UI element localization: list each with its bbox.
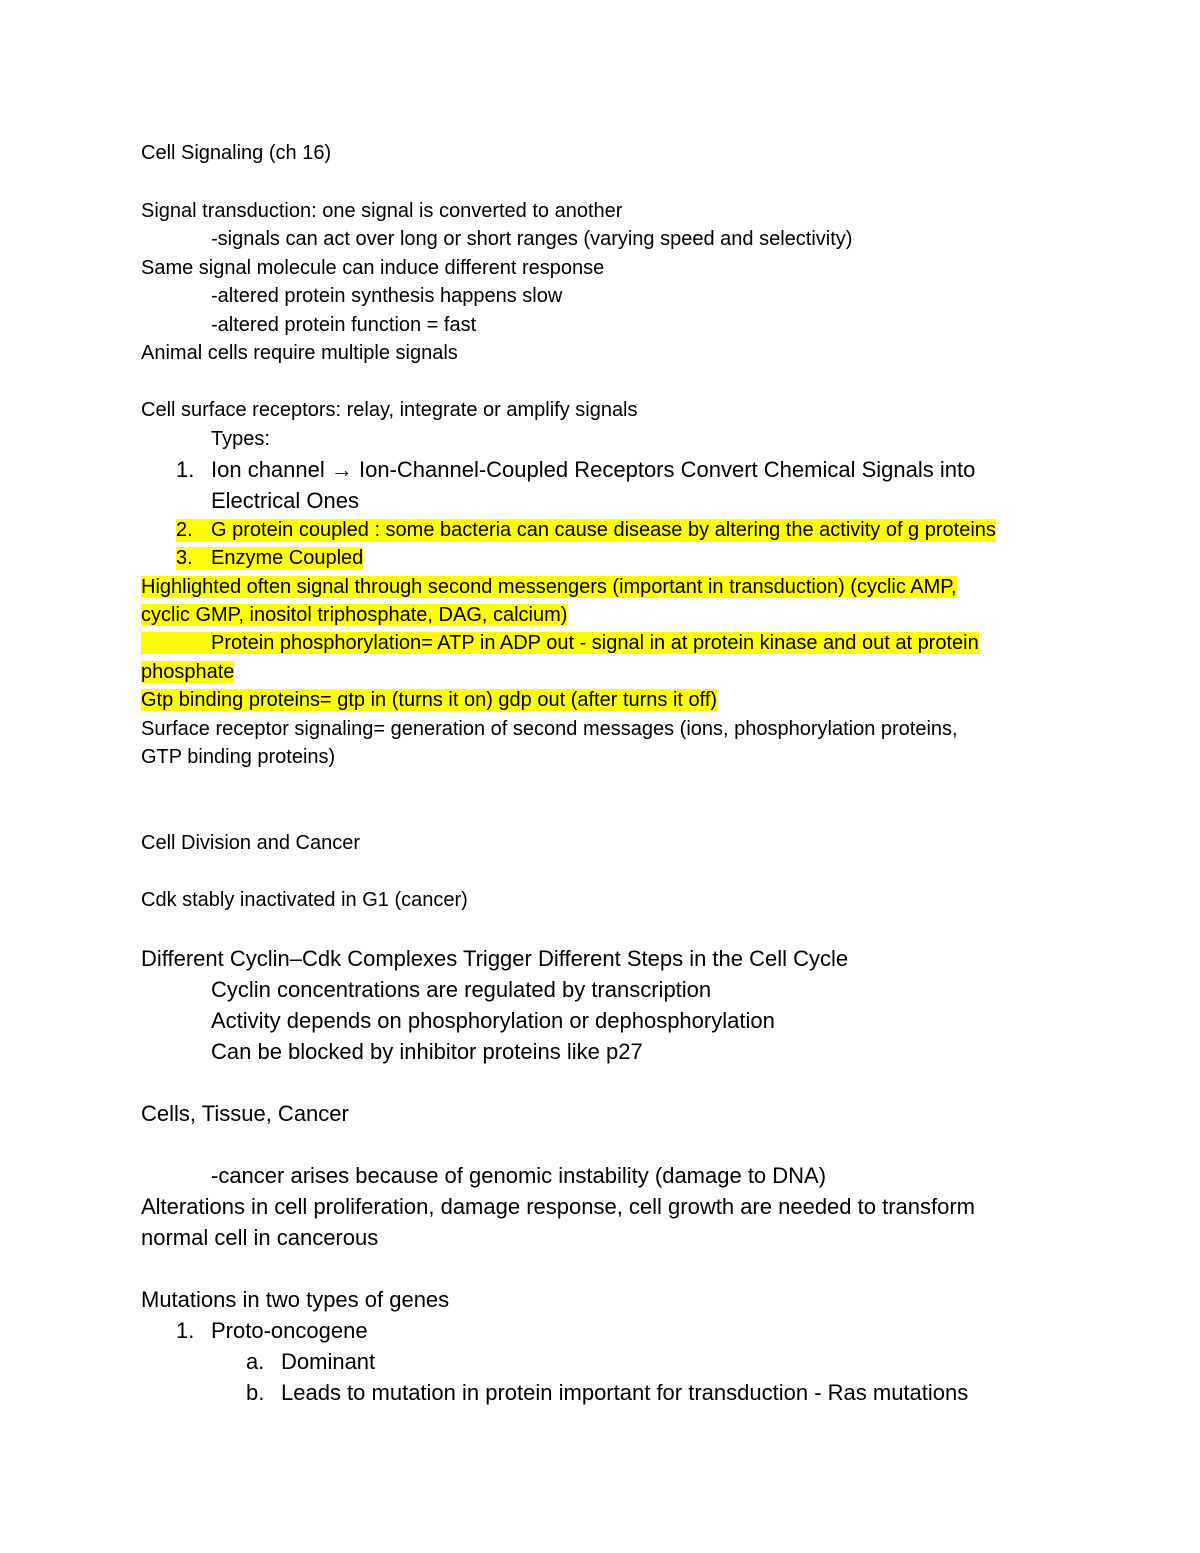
indented-line: -signals can act over long or short ranges (varying speed and selectivity) — [211, 228, 853, 250]
list-letter: b. — [246, 1380, 265, 1405]
paragraph-cyclin-cdk: Different Cyclin–Cdk Complexes Trigger Different Steps in the Cell Cycle — [141, 946, 849, 971]
highlighted-line: cyclic GMP, inositol triphosphate, DAG, calcium) — [141, 604, 568, 626]
paragraph-cdk: Cdk stably inactivated in G1 (cancer) — [141, 889, 468, 911]
indented-line: -altered protein function = fast — [211, 314, 477, 336]
paragraph-same-signal: Same signal molecule can induce different response — [141, 257, 605, 279]
paragraph-mutations: Mutations in two types of genes — [141, 1287, 450, 1312]
list-letter: a. — [246, 1349, 265, 1374]
indented-line: -cancer arises because of genomic instability (damage to DNA) — [211, 1163, 827, 1188]
indented-line: Cyclin concentrations are regulated by transcription — [211, 977, 712, 1002]
paragraph-alterations-cont: normal cell in cancerous — [141, 1225, 379, 1250]
list-number: 1. — [176, 457, 195, 482]
list-number: 2. — [176, 519, 193, 541]
indented-line: Activity depends on phosphorylation or dephosphorylation — [211, 1008, 775, 1033]
paragraph-cell-surface-receptors: Cell surface receptors: relay, integrate or amplify signals — [141, 399, 638, 421]
paragraph-signal-transduction: Signal transduction: one signal is converted to another — [141, 200, 623, 222]
paragraph-surface-receptor-cont: GTP binding proteins) — [141, 746, 336, 768]
list-item-text: Dominant — [281, 1349, 376, 1374]
indented-line: -altered protein synthesis happens slow — [211, 285, 563, 307]
list-number: 1. — [176, 1318, 195, 1343]
paragraph-alterations: Alterations in cell proliferation, damage response, cell growth are needed to transform — [141, 1194, 976, 1219]
section-heading: Cell Division and Cancer — [141, 832, 360, 854]
types-label: Types: — [211, 428, 270, 450]
highlighted-line: Protein phosphorylation= ATP in ADP out - signal in at protein kinase and out at protein — [141, 632, 979, 655]
highlighted-line: phosphate — [141, 661, 235, 683]
section-heading: Cells, Tissue, Cancer — [141, 1101, 349, 1126]
indented-line: Can be blocked by inhibitor proteins like p27 — [211, 1039, 643, 1064]
list-item-text: Proto-oncogene — [211, 1318, 368, 1343]
paragraph-animal-cells: Animal cells require multiple signals — [141, 342, 458, 364]
list-item-text: Ion channel → Ion-Channel-Coupled Receptors Convert Chemical Signals into — [211, 457, 976, 482]
list-item-text-highlighted: G protein coupled : some bacteria can cause disease by altering the activity of g proteins — [193, 519, 996, 542]
paragraph-surface-receptor: Surface receptor signaling= generation of second messages (ions, phosphorylation proteins, — [141, 718, 958, 740]
list-item-text-highlighted: Enzyme Coupled — [193, 547, 363, 570]
list-item-continuation: Electrical Ones — [211, 488, 359, 513]
highlighted-line: Gtp binding proteins= gtp in (turns it on) gdp out (after turns it off) — [141, 689, 718, 711]
highlighted-line: Highlighted often signal through second messengers (important in transduction) (cyclic AMP, — [141, 576, 957, 598]
list-number: 3. — [176, 547, 193, 569]
list-item-text: Leads to mutation in protein important for transduction - Ras mutations — [281, 1380, 969, 1405]
page-title: Cell Signaling (ch 16) — [141, 142, 332, 164]
